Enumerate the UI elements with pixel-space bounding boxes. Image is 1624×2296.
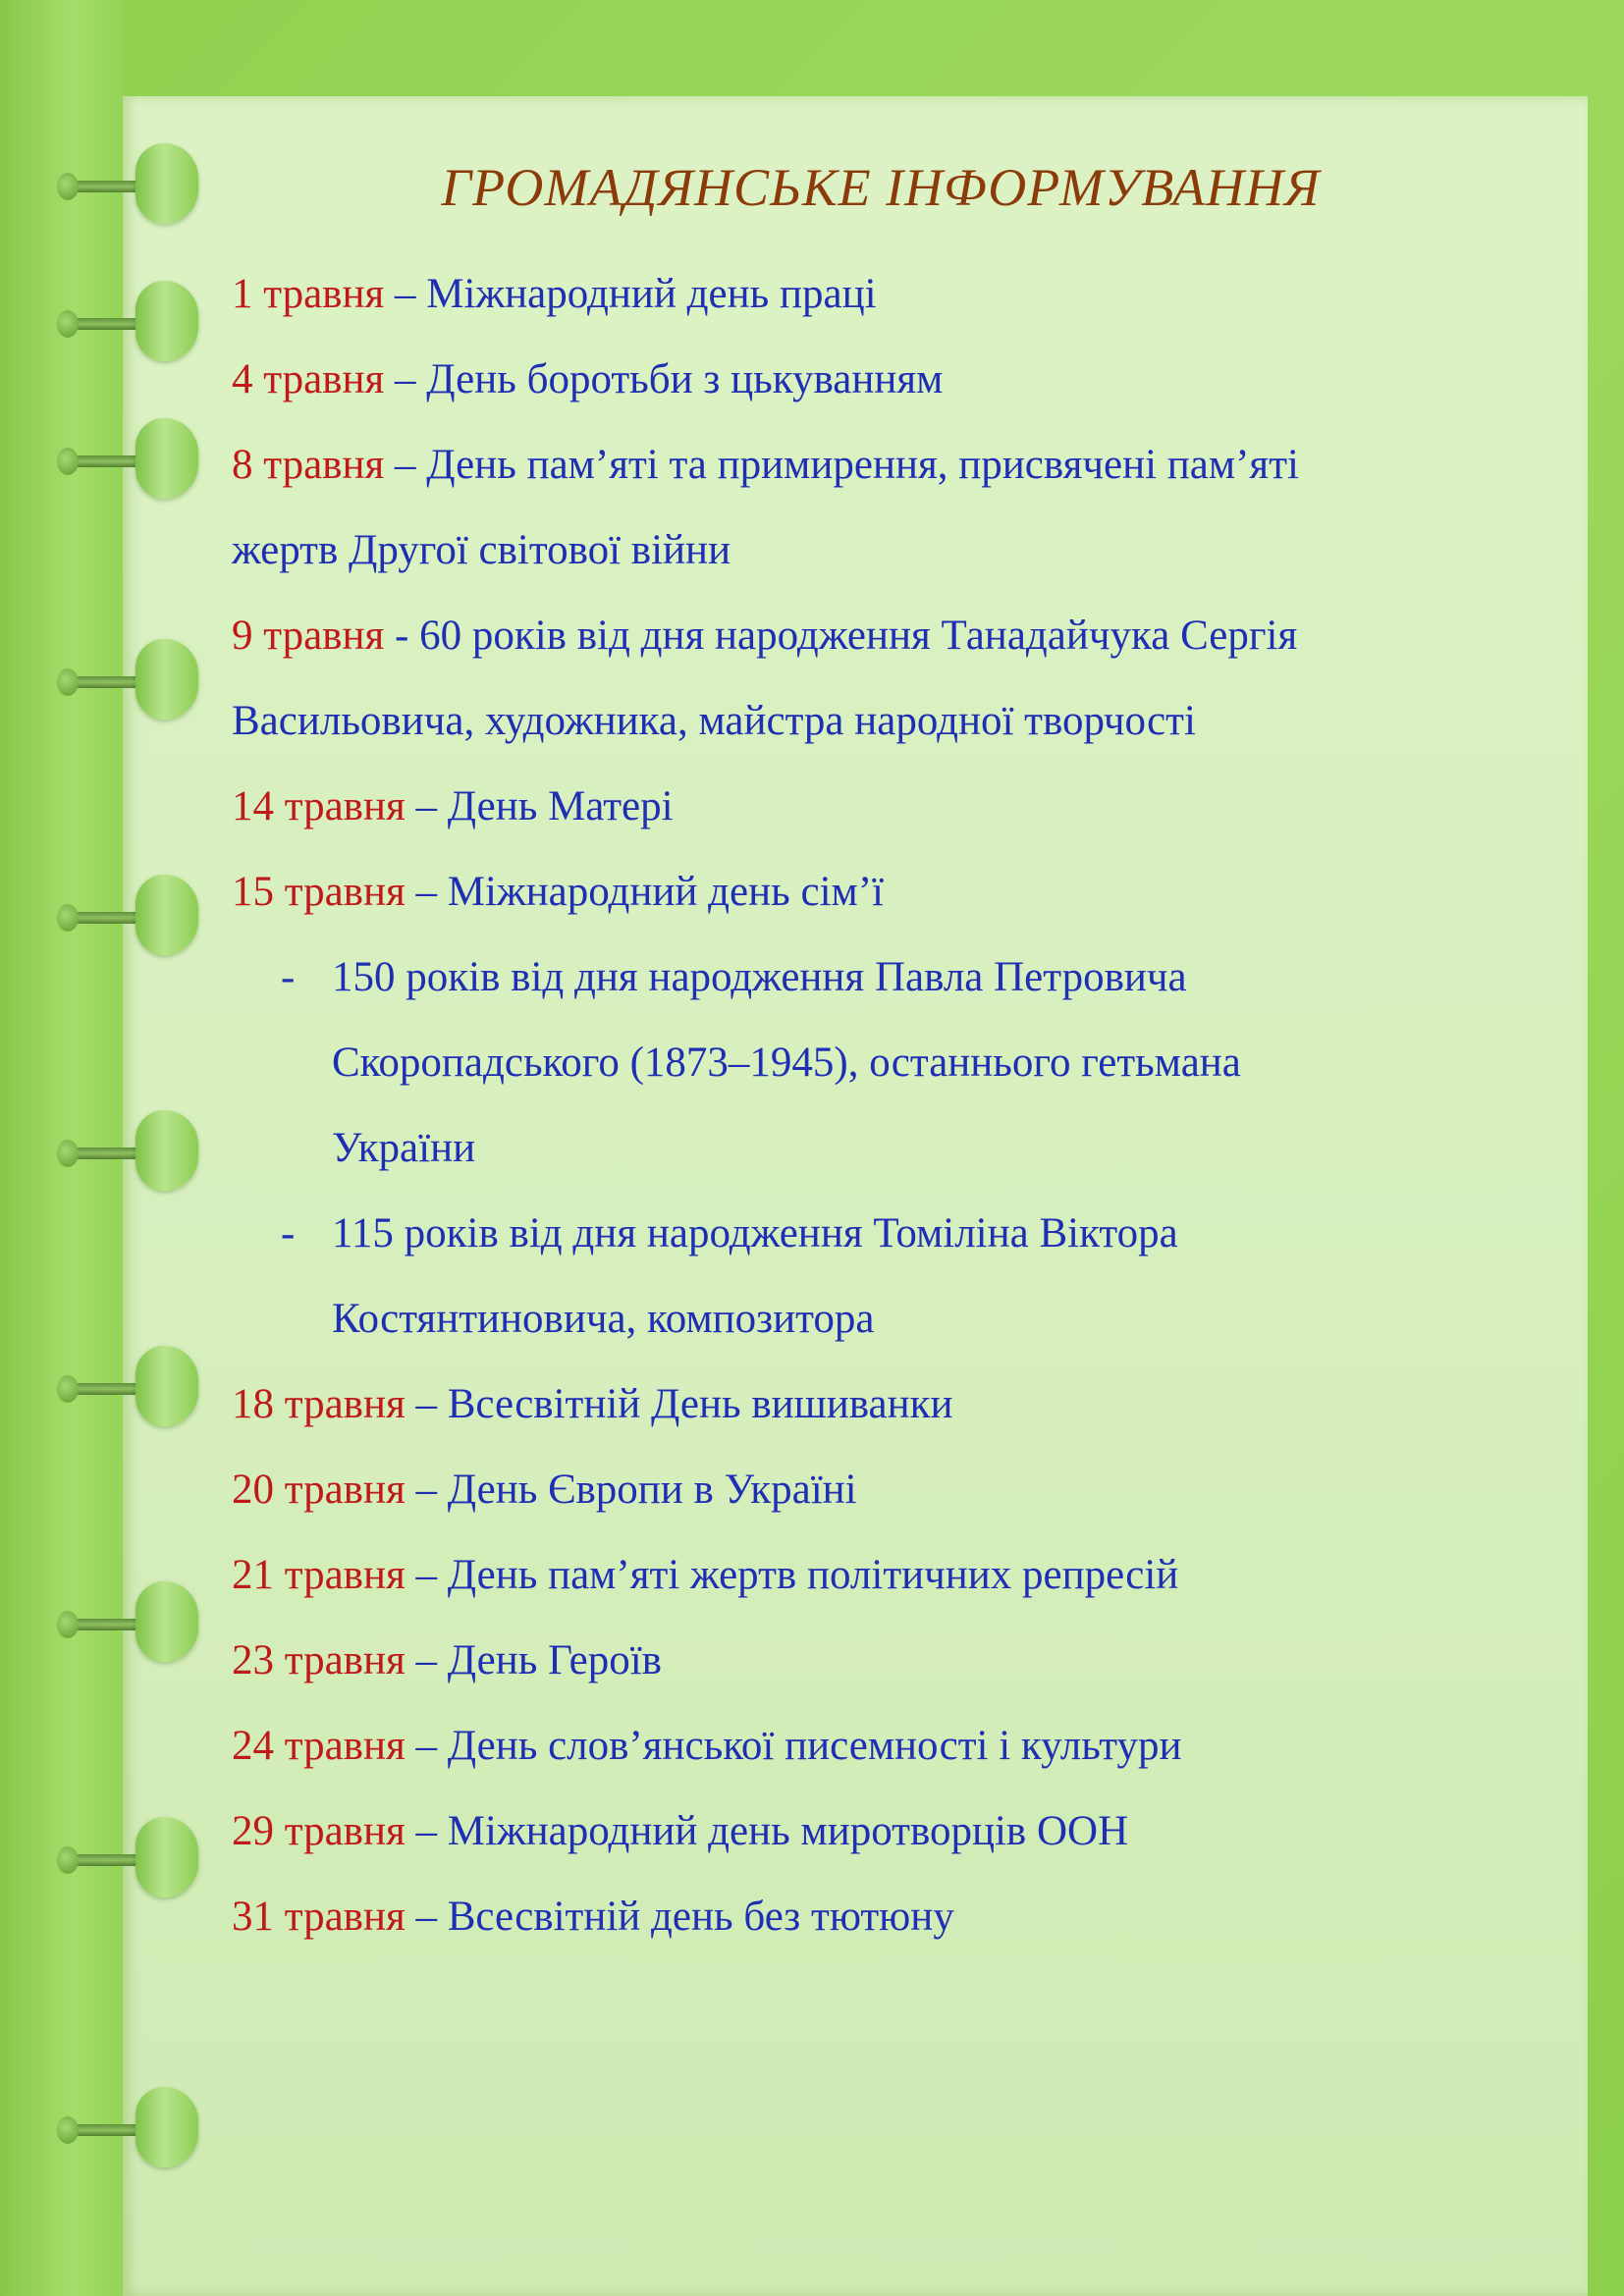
- event-text: - 60 років від дня народження Танадайчука Сергія: [384, 613, 1298, 659]
- event-text: – Всесвітній день без тютюну: [405, 1894, 954, 1940]
- event-date: 29 травня: [232, 1808, 406, 1854]
- sub-item-line: України: [332, 1125, 476, 1171]
- event-entry: [232, 593, 1297, 678]
- event-text: – Всесвітній День вишиванки: [405, 1381, 953, 1427]
- event-entry: [232, 1789, 1128, 1874]
- event-date: 4 травня: [232, 356, 385, 402]
- event-date: 14 травня: [232, 783, 406, 829]
- event-text: – День пам’яті жертв політичних репресій: [405, 1552, 1179, 1598]
- event-text: – День пам’яті та примирення, присвячені пам’яті: [384, 442, 1299, 488]
- event-entry: [232, 849, 884, 934]
- event-text: – Міжнародний день миротворців ООН: [405, 1808, 1129, 1854]
- event-date: 15 травня: [232, 869, 406, 915]
- event-entry: [232, 1447, 857, 1532]
- event-text: – День Європи в Україні: [405, 1467, 857, 1513]
- event-entry: [232, 1874, 954, 1959]
- event-date: 24 травня: [232, 1723, 406, 1769]
- event-date: 20 травня: [232, 1467, 406, 1513]
- sub-item-line: 150 років від дня народження Павла Петровича: [332, 954, 1187, 1000]
- event-date: 18 травня: [232, 1381, 406, 1427]
- document-content: ГРОМАДЯНСЬКЕ ІНФОРМУВАННЯ 1 травня – Міжнародний день праці 4 травня – День боротьби з цькуванням 8 травня – День пам’яті та примирення, присвячені пам’яті жертв Другої світової війни 9 травня - 60 років від дня народження Танадайчука Сергія Васильовича, художника, майстра народної творчості 14 травня – День Матері 15 травня – Міжнародний день сім’ї - 150 років від дня народження Павла Петровича Скоропадського (1873–1945), останнього гетьмана України - 115 років від дня народження Томіліна Віктора Костянтиновича, композитора 18 травня – Всесвітній День вишиванки 20 травня – День Європи в Україні 21 травня – День пам’яті жертв політичних репресій 23 травня – День Героїв 24 травня – День слов’янської писемності і культури 29 травня – Міжнародний день миротворців ООН 31 травня – Всесвітній день без тютюну: [0, 0, 1624, 2296]
- event-entry: [232, 1532, 1178, 1618]
- event-continuation: Васильовича, художника, майстра народної творчості: [232, 698, 1196, 744]
- event-date: 23 травня: [232, 1637, 406, 1683]
- event-date: 31 травня: [232, 1894, 406, 1940]
- event-text: – День Матері: [405, 783, 674, 829]
- event-entry: [232, 764, 674, 849]
- event-continuation: жертв Другої світової війни: [232, 527, 731, 573]
- event-date: 9 травня: [232, 613, 385, 659]
- event-entry: [232, 422, 1299, 507]
- event-entry: [232, 1362, 953, 1447]
- event-date: 21 травня: [232, 1552, 406, 1598]
- event-entry: [232, 1618, 662, 1703]
- event-text: – Міжнародний день сім’ї: [405, 869, 885, 915]
- sub-item-line: 115 років від дня народження Томіліна Віктора: [332, 1210, 1178, 1256]
- event-date: 8 травня: [232, 442, 385, 488]
- event-entry: [232, 1703, 1181, 1789]
- page-title: ГРОМАДЯНСЬКЕ ІНФОРМУВАННЯ: [441, 158, 1321, 217]
- event-text: – День Героїв: [405, 1637, 662, 1683]
- event-text: – Міжнародний день праці: [384, 271, 877, 317]
- sub-item-line: Скоропадського (1873–1945), останнього гетьмана: [332, 1040, 1241, 1086]
- event-entry: [232, 251, 877, 337]
- event-text: – День боротьби з цькуванням: [384, 356, 944, 402]
- event-entry: [232, 337, 943, 422]
- event-date: 1 травня: [232, 271, 385, 317]
- sub-item-line: Костянтиновича, композитора: [332, 1296, 875, 1342]
- event-text: – День слов’янської писемності і культури: [405, 1723, 1182, 1769]
